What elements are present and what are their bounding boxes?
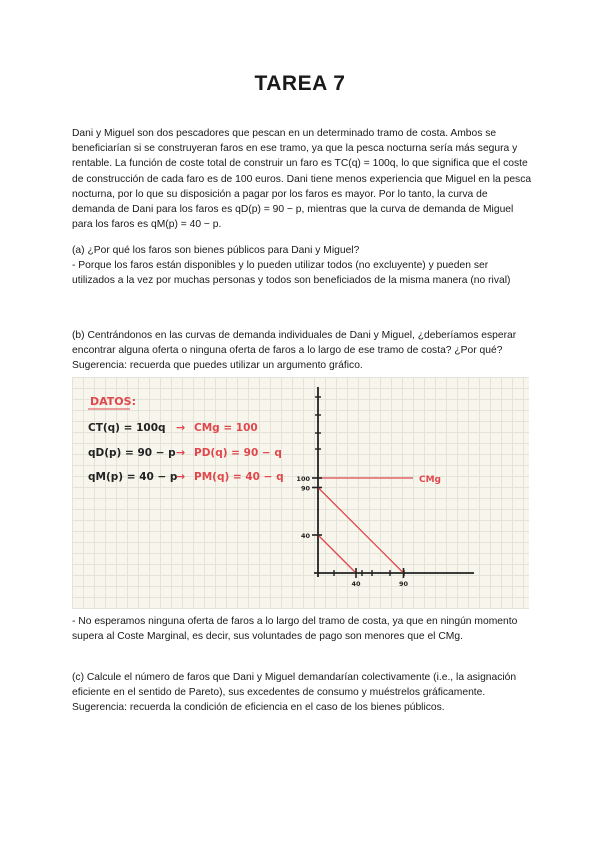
y-tick-90-label: 90 bbox=[300, 484, 310, 493]
datos-line-2-left: qD(p) = 90 − p bbox=[88, 447, 176, 459]
answer-a: - Porque los faros están disponibles y lo pueden utilizar todos (no excluyente) y pueden ser utilizados a la vez por muchas personas y todos son beneficiados de la misma manera (no rival) bbox=[72, 260, 511, 287]
x-tick-90-label: 90 bbox=[398, 580, 409, 588]
series-line-1 bbox=[318, 488, 404, 574]
handwritten-figure bbox=[72, 377, 529, 609]
datos-line-1-left: CT(q) = 100q bbox=[88, 422, 166, 434]
intro-paragraph: Dani y Miguel son dos pescadores que pescan en un determinado tramo de costa. Ambos se beneficiarían si se construyeran faros en ese tramo, ya que la pesca nocturna sería más segura y rentable. La función de coste total de construir un faro es TC(q) = 100q, lo que significa que el coste de construcción de cada faro es de 100 euros. Dani tiene menos experiencia que Miguel en la pesca nocturna, por lo que su disposición a pagar por los faros es mayor. Por lo tanto, la curva de demanda de Dani para los faros es qD(p) = 90 − p, mientras que la curva de demanda de Miguel para los faros es qM(p) = 40 − p. bbox=[72, 128, 532, 231]
datos-line-3-left: qM(p) = 40 − p bbox=[88, 471, 178, 483]
question-c: (c) Calcule el número de faros que Dani y Miguel demandarían colectivamente (i.e., la asignación eficiente en el sentido de Pareto), sus excedentes de consumo y muéstrelos gráficamente. Sugerencia: recuerda la condición de eficiencia en el caso de los bienes públicos. bbox=[72, 672, 517, 714]
datos-line-1-right: CMg = 100 bbox=[194, 422, 258, 434]
series-line-2 bbox=[318, 535, 356, 573]
datos-line-3-arrow: → bbox=[176, 470, 186, 483]
demand-graph bbox=[296, 387, 474, 588]
datos-line-1-arrow: → bbox=[176, 421, 186, 434]
datos-label: DATOS: bbox=[90, 395, 136, 408]
question-b: (b) Centrándonos en las curvas de demanda individuales de Dani y Miguel, ¿deberíamos esperar encontrar alguna oferta o ninguna oferta de faros a lo largo de ese tramo de costa? ¿Por qué? Sugerencia: recuerda que puedes utilizar un argumento gráfico. bbox=[72, 330, 517, 372]
datos-line-2-right: PD(q) = 90 − q bbox=[194, 447, 282, 459]
cmg-line-label: CMg bbox=[419, 475, 442, 485]
answer-b: - No esperamos ninguna oferta de faros a lo largo del tramo de costa, ya que en ningún momento supera al Coste Marginal, es decir, sus voluntades de pago son menores que el CMg. bbox=[72, 616, 518, 643]
datos-line-2-arrow: → bbox=[176, 446, 186, 459]
page-title: TAREA 7 bbox=[254, 72, 346, 95]
y-tick-40-label: 40 bbox=[300, 532, 310, 540]
datos-line-3-right: PM(q) = 40 − q bbox=[194, 471, 284, 483]
question-a: (a) ¿Por qué los faros son bienes públicos para Dani y Miguel? bbox=[72, 245, 360, 256]
figure-svg bbox=[72, 377, 529, 609]
section-a bbox=[72, 243, 532, 289]
y-tick-100-label: 100 bbox=[296, 475, 310, 483]
x-tick-40-label: 40 bbox=[351, 580, 361, 588]
